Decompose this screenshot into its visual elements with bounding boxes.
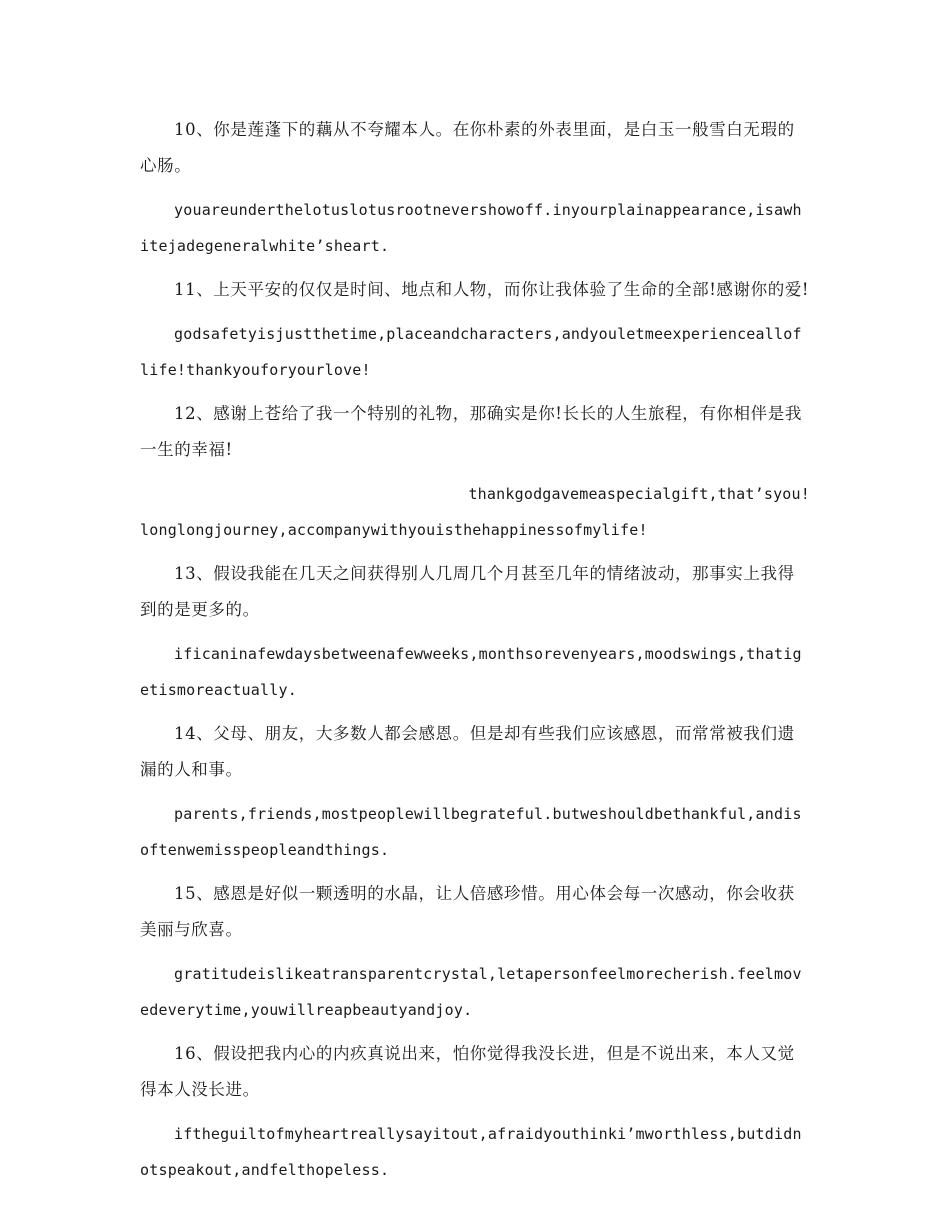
entry-15-chinese: 15、感恩是好似一颗透明的水晶，让人倍感珍惜。用心体会每一次感动，你会收获美丽与欣喜。	[140, 884, 795, 939]
entry-14-chinese: 14、父母、朋友，大多数人都会感恩。但是却有些我们应该感恩，而常常被我们遗漏的人和事。	[140, 724, 795, 779]
entry-12-english-line1: thankgodgavemeaspecialgift,that’syou!	[468, 485, 810, 503]
entry-16-english: iftheguiltofmyheartreallysayitout,afraidyouthinki’mworthless,butdidnotspeakout,andfelthopeless.	[140, 1125, 802, 1179]
entry-16-chinese: 16、假设把我内心的内疚真说出来，怕你觉得我没长进，但是不说出来，本人又觉得本人没长进。	[140, 1044, 795, 1099]
entry-10-chinese: 10、你是莲蓬下的藕从不夸耀本人。在你朴素的外表里面，是白玉一般雪白无瑕的心肠。	[140, 120, 795, 175]
entry-13-english: ificaninafewdaysbetweenafewweeks,monthsorevenyears,moodswings,thatigetismoreactually.	[140, 645, 802, 699]
entry-12-english-line2: longlongjourney,accompanywithyouisthehappinessofmylife!	[140, 521, 648, 539]
entry-15-english: gratitudeislikeatransparentcrystal,letapersonfeelmorecherish.feelmovedeverytime,youwillreapbeautyandjoy.	[140, 965, 802, 1019]
entry-11-chinese: 11、上天平安的仅仅是时间、地点和人物，而你让我体验了生命的全部!感谢你的爱!	[174, 280, 810, 299]
entry-14-english: parents,friends,mostpeoplewillbegrateful.butweshouldbethankful,andisoftenwemisspeopleandthings.	[140, 805, 802, 859]
entry-12-chinese: 12、感谢上苍给了我一个特别的礼物，那确实是你!长长的人生旅程，有你相伴是我一生的幸福!	[140, 404, 802, 459]
document-body	[140, 112, 810, 1196]
entry-13-chinese: 13、假设我能在几天之间获得别人几周几个月甚至几年的情绪波动，那事实上我得到的是更多的。	[140, 564, 795, 619]
entry-11-english: godsafetyisjustthetime,placeandcharacters,andyouletmeexperienceallof life!thankyouforyourlove!	[140, 325, 802, 379]
entry-10-english: youareunderthelotuslotusrootnevershowoff.inyourplainappearance,isawhitejadegeneralwhite’sheart.	[140, 201, 802, 255]
